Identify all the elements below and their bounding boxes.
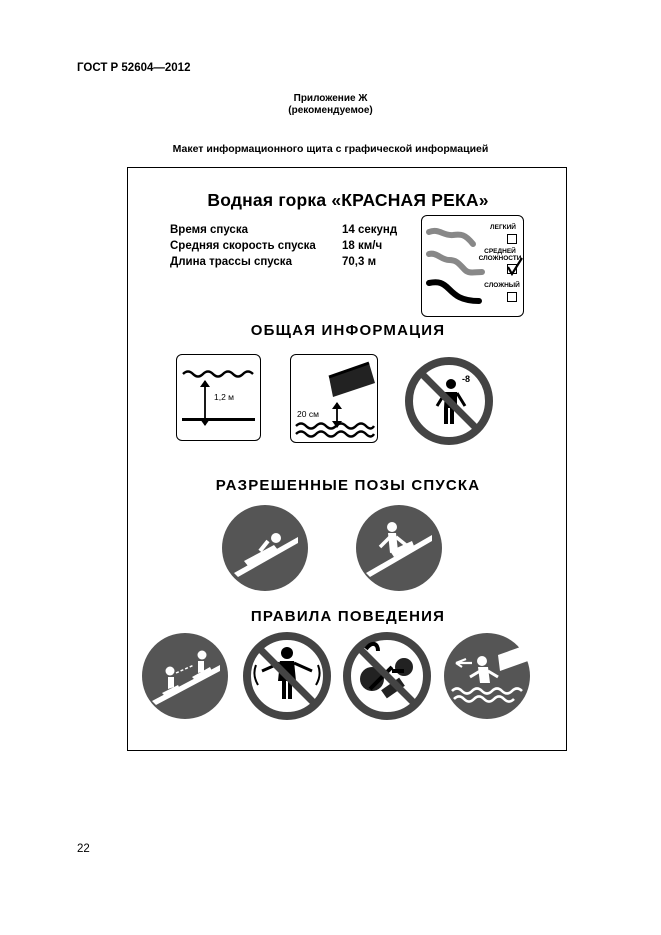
board-title: Водная горка «КРАСНАЯ РЕКА» [207,190,489,210]
fact-value: 18 км/ч [342,240,383,252]
figure-caption: Макет информационного щита с графической информацией [172,143,489,155]
fact-label: Время спуска [170,224,248,236]
fact-value: 14 секунд [342,224,398,236]
allowed-positions-heading: РАЗРЕШЕННЫЕ ПОЗЫ СПУСКА [215,477,481,494]
slide-feet-first-lying-icon [220,503,310,593]
general-info-heading: ОБЩАЯ ИНФОРМАЦИЯ [250,322,446,339]
slide-end-icon [327,359,387,399]
difficulty-medium-line2: СЛОЖНОСТИ [478,255,522,262]
age-label: -8 [462,374,471,384]
drop-height-sign [290,354,378,443]
info-board [127,167,567,751]
appendix-note: (рекомендуемое) [288,105,373,116]
fact-row [170,222,397,238]
slide-sitting-icon [354,503,444,593]
difficulty-hard-label: СЛОЖНЫЙ [484,282,520,289]
standard-number: ГОСТ Р 52604—2012 [77,62,191,74]
slide-facts [170,222,397,270]
easy-checkbox [507,234,517,244]
no-loose-items-icon [342,631,432,721]
keep-distance-icon [140,631,230,721]
fact-value: 70,3 м [342,256,377,268]
fact-label: Длина трассы спуска [170,256,292,268]
exit-pool-icon [442,631,532,721]
depth-label: 1,2 м [214,392,235,402]
difficulty-legend [421,215,524,317]
hard-checkbox [507,292,517,302]
water-icon [296,421,376,441]
pool-bottom-icon [182,417,262,423]
fact-label: Средняя скорость спуска [170,240,316,252]
age-restriction-sign [404,356,494,446]
fact-row [170,254,397,270]
appendix-heading [0,93,661,117]
fact-row [170,238,397,254]
wave-icon [183,369,263,381]
no-hand-holding-icon [242,631,332,721]
checkmark-icon [506,258,526,278]
slide-hard-icon [427,279,487,305]
appendix-title: Приложение Ж [293,93,368,104]
rules-heading: ПРАВИЛА ПОВЕДЕНИЯ [250,608,446,625]
difficulty-easy-label: ЛЕГКИЙ [490,224,516,231]
height-label: 20 см [297,409,319,419]
difficulty-medium-line1: СРЕДНЕЙ [484,248,516,255]
page-number: 22 [77,843,90,855]
slide-easy-icon [427,226,487,248]
pool-depth-sign [176,354,261,441]
